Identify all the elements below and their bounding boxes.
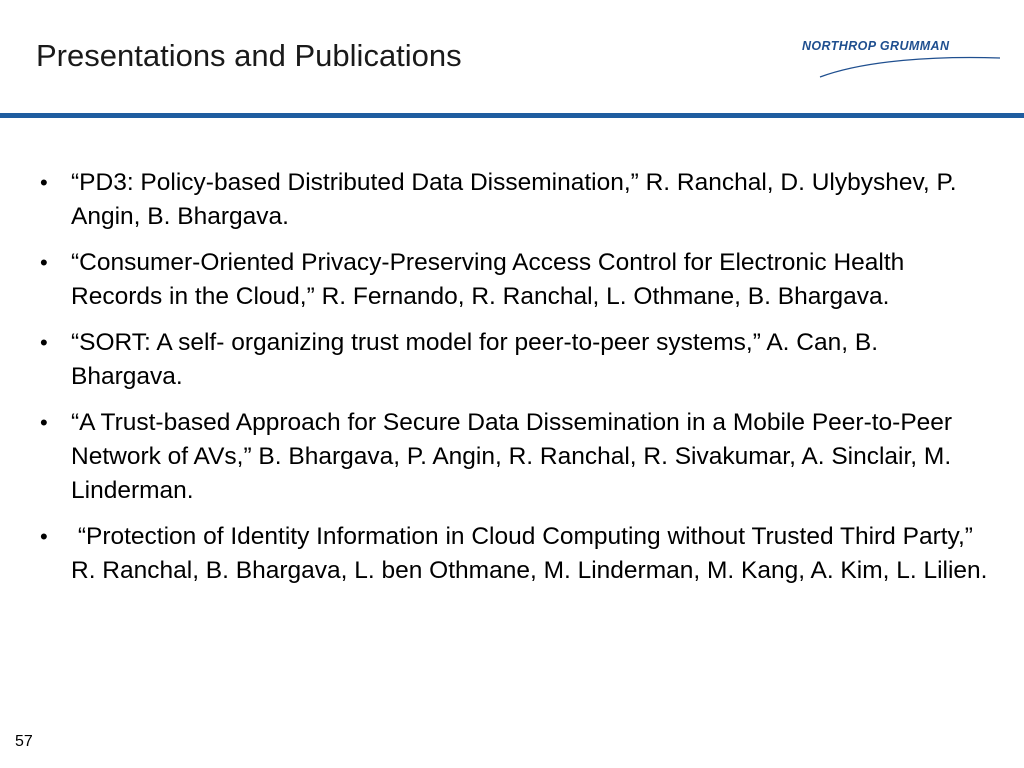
- bullet-icon: •: [40, 250, 48, 275]
- publication-entry: “PD3: Policy-based Distributed Data Dissemination,” R. Ranchal, D. Ulybyshev, P. Angin, B. Bhargava.: [71, 169, 957, 230]
- publication-entry: “A Trust-based Approach for Secure Data Dissemination in a Mobile Peer-to-Peer Network of AVs,” B. Bhargava, P. Angin, R. Ranchal, R. Sivakumar, A. Sinclair, M. Linderman.: [71, 409, 953, 504]
- publication-list: [40, 166, 990, 600]
- logo-text: NORTHROP GRUMMAN: [802, 39, 950, 53]
- publication-entry: “Consumer-Oriented Privacy-Preserving Access Control for Electronic Health Records in the Cloud,” R. Fernando, R. Ranchal, L. Othmane, B. Bhargava.: [71, 249, 905, 310]
- northrop-grumman-logo: [796, 32, 1006, 82]
- list-item: [40, 520, 990, 588]
- list-item: [40, 246, 990, 314]
- header-divider: [0, 113, 1024, 118]
- logo-swoosh-icon: [796, 32, 1006, 82]
- page-number: 57: [15, 733, 33, 750]
- list-item: [40, 166, 990, 234]
- slide-title: Presentations and Publications: [36, 38, 462, 73]
- bullet-icon: •: [40, 170, 48, 195]
- list-item: [40, 326, 990, 394]
- publication-entry: “Protection of Identity Information in Cloud Computing without Trusted Third Party,” R. Ranchal, B. Bhargava, L. ben Othmane, M. Linderman, M. Kang, A. Kim, L. Lilien.: [71, 523, 988, 584]
- list-item: [40, 406, 990, 508]
- bullet-icon: •: [40, 410, 48, 435]
- publication-entry: “SORT: A self- organizing trust model for peer-to-peer systems,” A. Can, B. Bhargava.: [71, 329, 879, 390]
- bullet-icon: •: [40, 524, 48, 549]
- bullet-icon: •: [40, 330, 48, 355]
